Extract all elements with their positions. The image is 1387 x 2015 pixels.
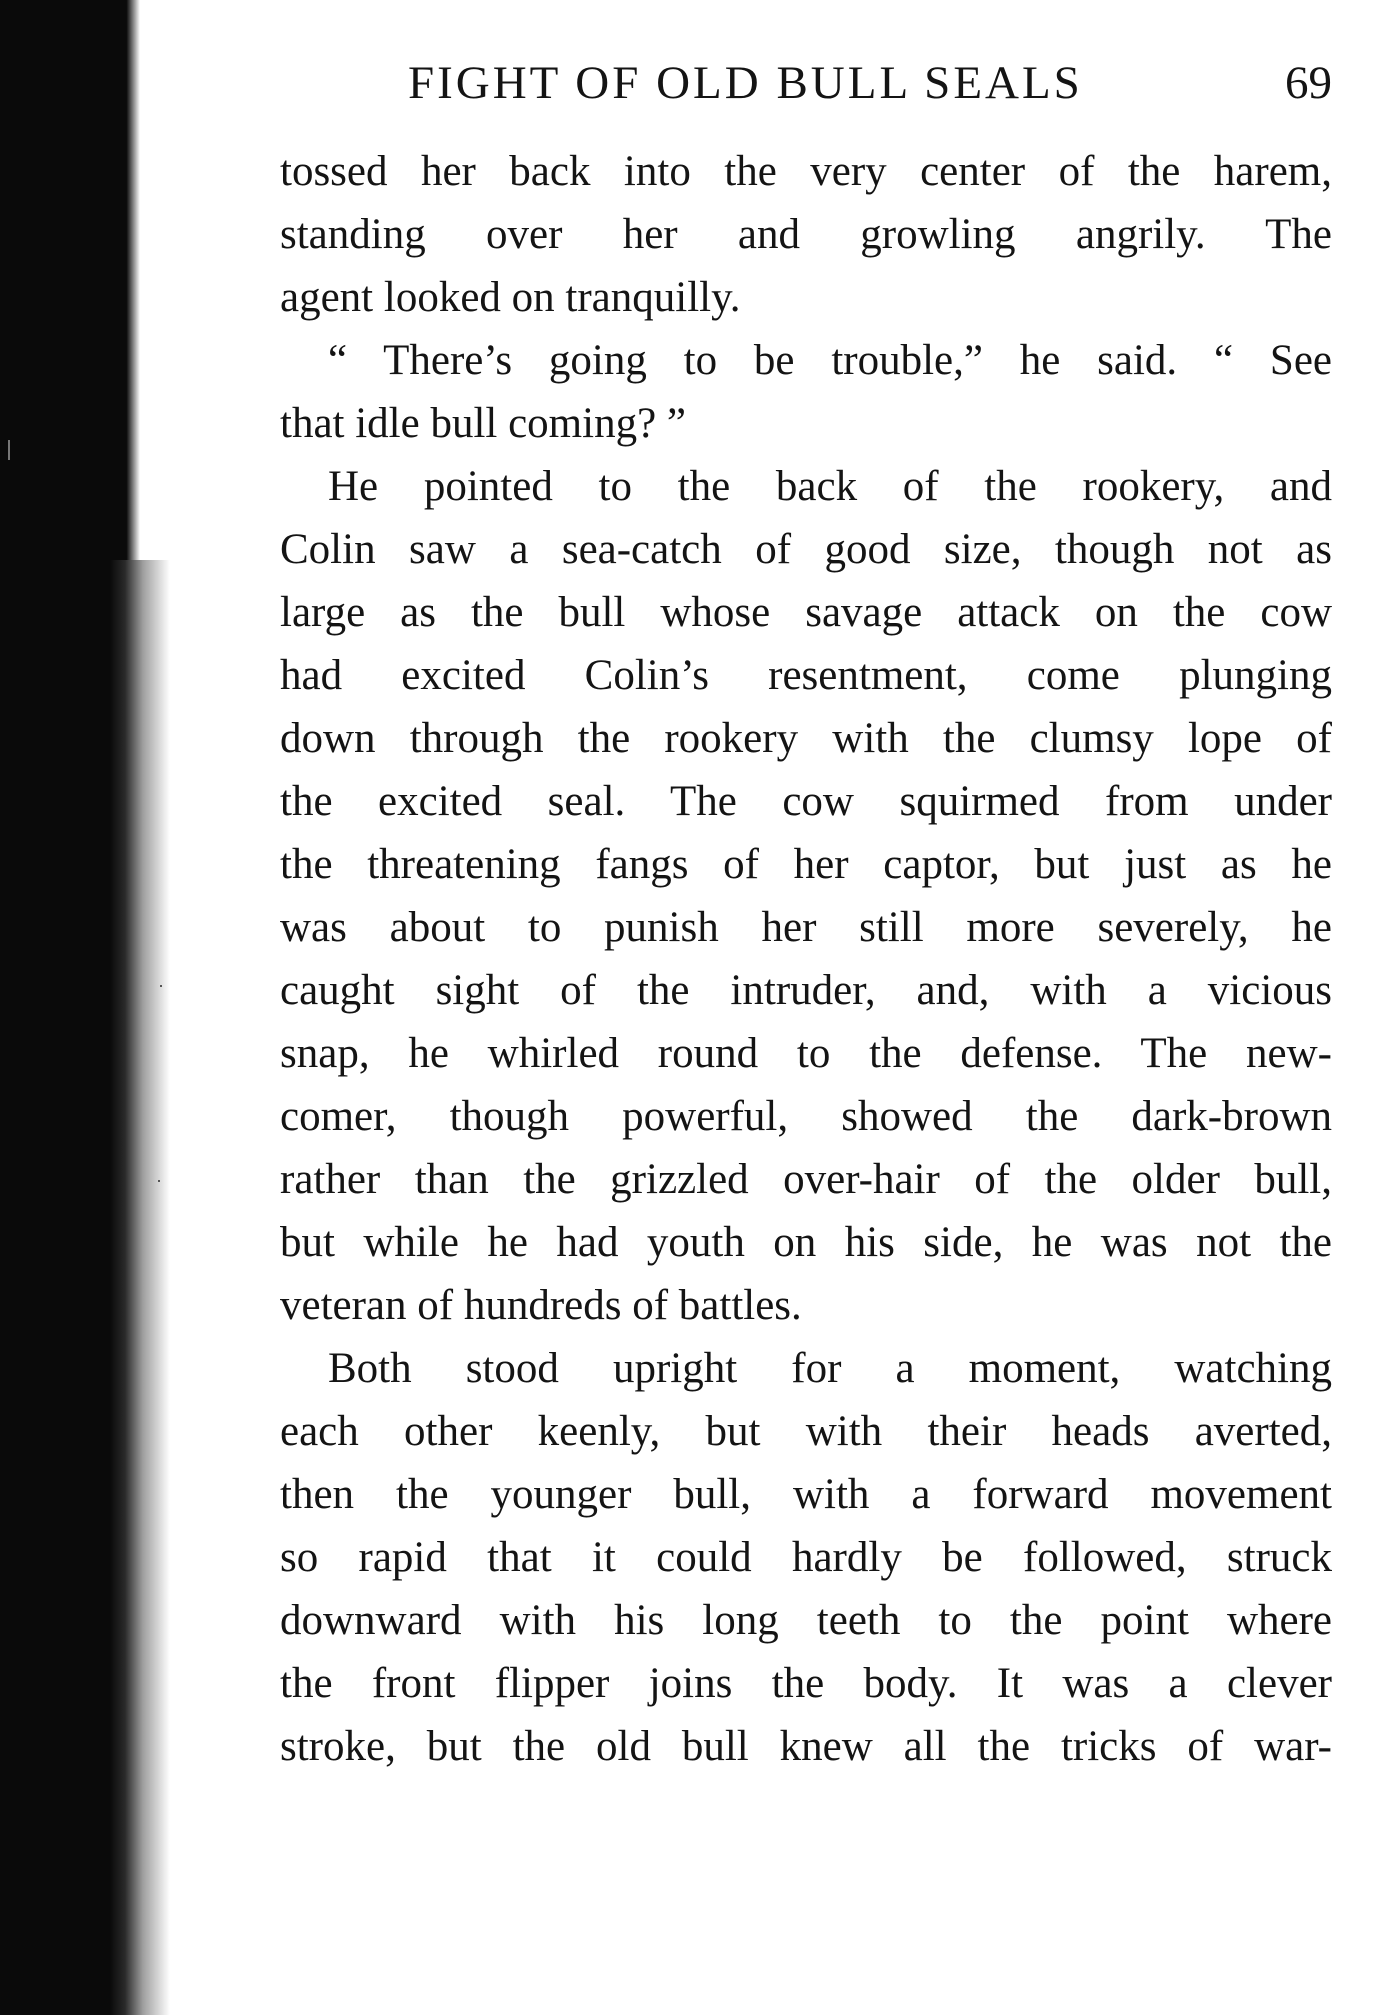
text-line: the threatening fangs of her captor, but just as he (280, 841, 1332, 888)
scan-speck (8, 440, 10, 460)
scan-speck (158, 1180, 160, 1182)
book-binding-edge (0, 0, 110, 2015)
text-line: “ There’s going to be trouble,” he said. “ See (328, 337, 1332, 384)
text-line: that idle bull coming? ” (280, 400, 687, 447)
text-line: so rapid that it could hardly be followed, struck (280, 1534, 1332, 1581)
text-line: each other keenly, but with their heads averted, (280, 1408, 1332, 1455)
text-line: rather than the grizzled over-hair of the older bull, (280, 1156, 1332, 1203)
text-line: the front flipper joins the body. It was a clever (280, 1660, 1332, 1707)
scan-speck (160, 985, 162, 987)
paragraph (280, 329, 1332, 455)
page-number: 69 (1285, 57, 1332, 109)
text-line: caught sight of the intruder, and, with a vicious (280, 967, 1332, 1014)
running-title: FIGHT OF OLD BULL SEALS (408, 57, 1083, 109)
text-line: down through the rookery with the clumsy lope of (280, 715, 1332, 762)
text-line: veteran of hundreds of battles. (280, 1282, 802, 1329)
text-line: Colin saw a sea-catch of good size, though not as (280, 526, 1332, 573)
body-text (280, 140, 1332, 1778)
paragraph (280, 1337, 1332, 1778)
text-line: He pointed to the back of the rookery, and (328, 463, 1332, 510)
text-line: agent looked on tranquilly. (280, 274, 741, 321)
page-header (280, 56, 1332, 116)
text-line: tossed her back into the very center of the harem, (280, 148, 1332, 195)
text-line: stroke, but the old bull knew all the tricks of war- (280, 1723, 1332, 1770)
text-line: was about to punish her still more severely, he (280, 904, 1332, 951)
paragraph (280, 140, 1332, 329)
text-line: the excited seal. The cow squirmed from under (280, 778, 1332, 825)
binding-shadow-top (110, 0, 140, 560)
text-line: then the younger bull, with a forward movement (280, 1471, 1332, 1518)
text-line: had excited Colin’s resentment, come plunging (280, 652, 1332, 699)
binding-shadow-frayed (110, 560, 170, 2015)
paragraph (280, 455, 1332, 1337)
text-line: but while he had youth on his side, he was not the (280, 1219, 1332, 1266)
text-line: comer, though powerful, showed the dark-brown (280, 1093, 1332, 1140)
text-line: Both stood upright for a moment, watching (328, 1345, 1332, 1392)
text-line: downward with his long teeth to the point where (280, 1597, 1332, 1644)
text-line: large as the bull whose savage attack on the cow (280, 589, 1332, 636)
text-line: standing over her and growling angrily. The (280, 211, 1332, 258)
text-line: snap, he whirled round to the defense. The new- (280, 1030, 1332, 1077)
